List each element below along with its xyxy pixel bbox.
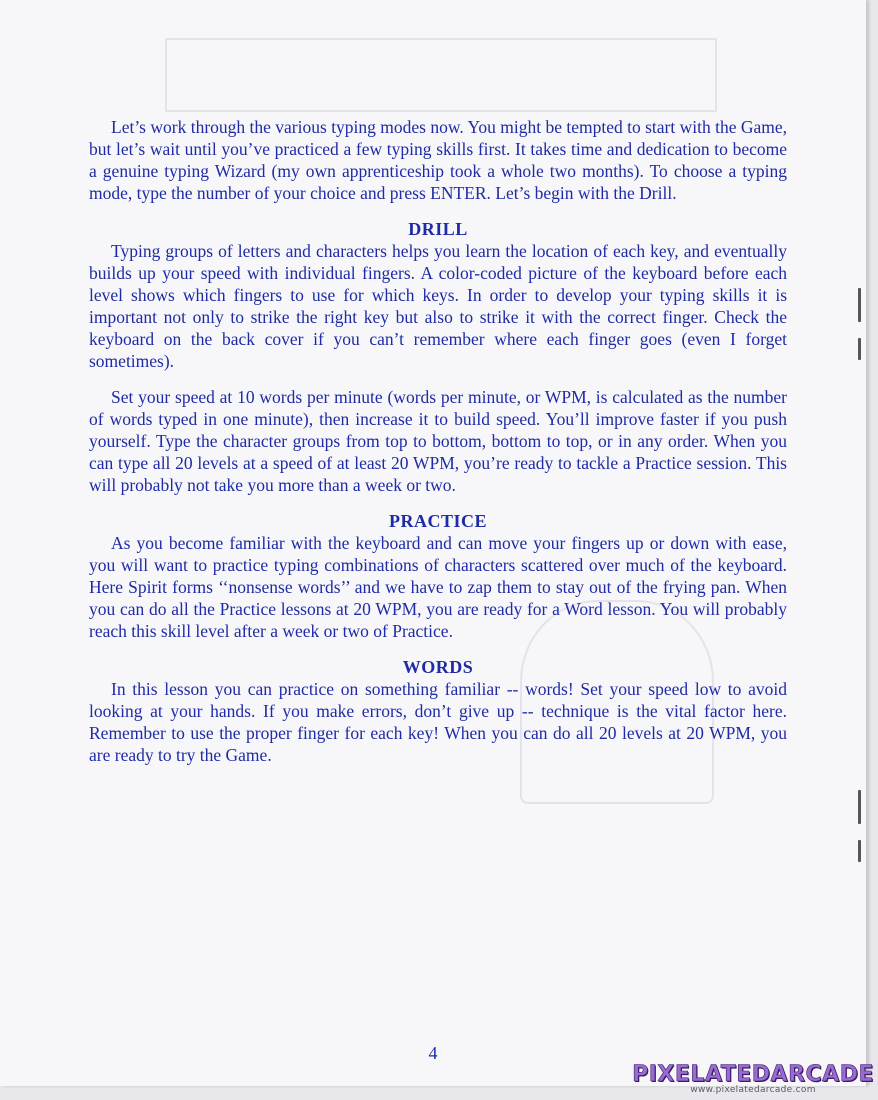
watermark-logo: PIXELATEDARCADE <box>632 1062 874 1087</box>
words-paragraph: In this lesson you can practice on something familiar -- words! Set your speed low to avoid looking at your hands. If you make errors, don’t give up -- technique is the vital factor here. Remember to use the proper finger for each key! When you can do all 20 levels at 20 WPM, you are ready to try the Game. <box>89 679 787 765</box>
watermark-url: www.pixelatedarcade.com <box>690 1085 816 1095</box>
staple-bottom-2 <box>858 840 861 862</box>
drill-heading: DRILL <box>408 219 468 239</box>
page-number: 4 <box>428 1043 438 1063</box>
intro-paragraph: Let’s work through the various typing modes now. You might be tempted to start with the Game, but let’s wait until you’ve practiced a few typing skills first. It takes time and dedication to become a genuine typing Wizard (my own apprenticeship took a whole two months). To choose a typing mode, type the number of your choice and press ENTER. Let’s begin with the Drill. <box>89 117 787 203</box>
practice-heading: PRACTICE <box>388 511 487 531</box>
practice-paragraph: As you become familiar with the keyboard and can move your fingers up or down with ease, you will want to practice typing combinations of characters scattered over much of the keyboard. Here Spirit forms ‘‘nonsense words’’ and we have to zap them to stay out of the frying pan. When you can do all the Practice lessons at 20 WPM, you are ready for a Word lesson. You will probably reach this skill level after a week or two of Practice. <box>89 533 787 641</box>
watermark <box>632 1062 874 1095</box>
staple-top <box>858 288 861 322</box>
bleed-through-frame <box>165 38 717 112</box>
page-body <box>89 116 787 766</box>
words-heading: WORDS <box>402 657 474 677</box>
staple-bottom <box>858 790 861 824</box>
drill-paragraph-2: Set your speed at 10 words per minute (words per minute, or WPM, is calculated as the number of words typed in one minute), then increase it to build speed. You’ll improve faster if you push yourself. Type the character groups from top to bottom, bottom to top, or in any order. When you can type all 20 levels at a speed of at least 20 WPM, you’re ready to tackle a Practice session. This will probably not take you more than a week or two. <box>89 387 787 495</box>
staple-top-2 <box>858 338 861 360</box>
drill-paragraph-1: Typing groups of letters and characters helps you learn the location of each key, and eventually builds up your speed with individual fingers. A color-coded picture of the keyboard before each level shows which fingers to use for which keys. In order to develop your typing skills it is important not only to strike the right key but also to strike it with the correct finger. Check the keyboard on the back cover if you can’t remember where each finger goes (even I forget sometimes). <box>89 241 787 371</box>
